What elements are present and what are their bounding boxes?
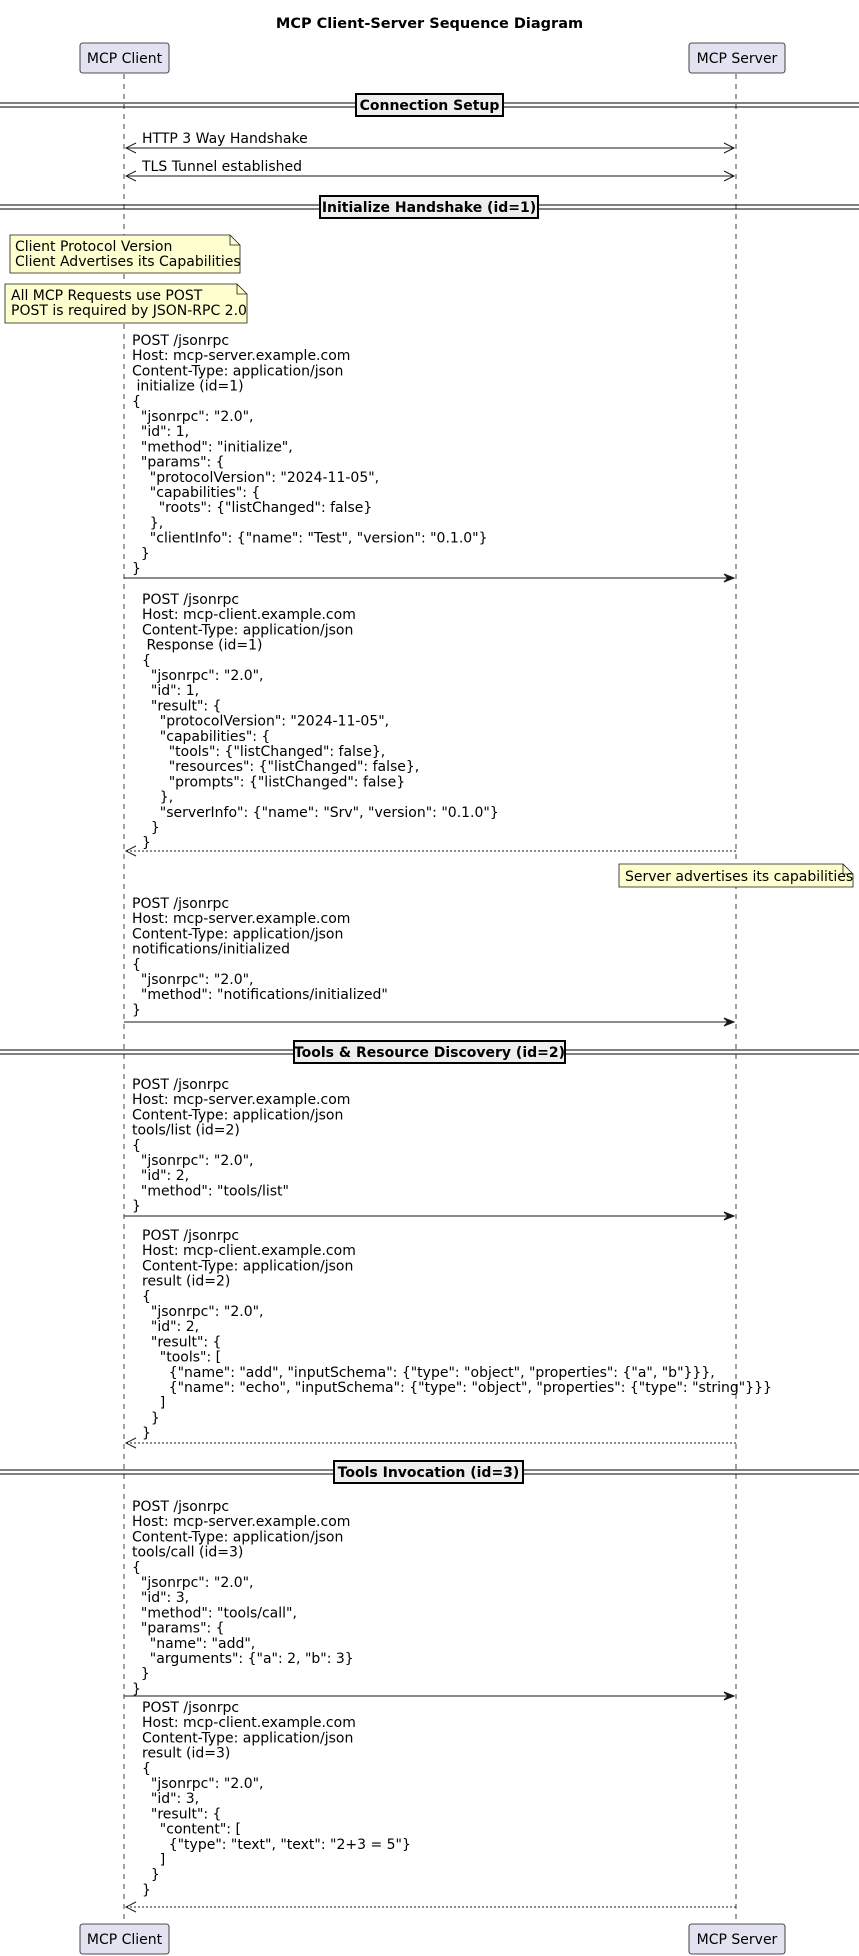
divider-label: Connection Setup [359, 98, 500, 114]
text-line: } [132, 561, 141, 577]
text-line: "name": "add", [132, 1635, 256, 1652]
text-line: POST /jsonrpc [142, 592, 240, 608]
text-line: } [142, 1882, 151, 1899]
text-line: "method": "initialize", [132, 439, 293, 456]
divider-invocation [0, 1461, 859, 1483]
text-line: Content-Type: application/json [142, 622, 354, 639]
text-line: ] [142, 1395, 166, 1412]
arrow-init-response [126, 846, 736, 856]
text-line: "result": { [142, 1334, 222, 1351]
text-line: Client Advertises its Capabilities [15, 254, 241, 271]
text-line: POST /jsonrpc [132, 1077, 230, 1093]
text-line: HTTP 3 Way Handshake [142, 131, 308, 147]
text-line: "params": { [132, 1620, 225, 1637]
message-handshake-label [142, 131, 308, 147]
text-line: }, [132, 515, 164, 532]
text-line: Content-Type: application/json [132, 363, 344, 380]
text-line: "jsonrpc": "2.0", [132, 1575, 254, 1591]
text-line: "method": "tools/call", [132, 1605, 297, 1622]
text-line: { [142, 1288, 151, 1305]
text-line: Server advertises its capabilities [625, 869, 854, 885]
arrow-call-request [124, 1692, 734, 1700]
text-line: "prompts": {"listChanged": false} [142, 774, 406, 791]
text-line: "protocolVersion": "2024-11-05", [132, 469, 380, 486]
text-line: Content-Type: application/json [132, 926, 344, 943]
message-init-response-label [142, 592, 499, 851]
text-line: Host: mcp-server.example.com [132, 1092, 351, 1109]
text-line: Host: mcp-server.example.com [132, 348, 351, 365]
text-line: } [142, 1425, 151, 1442]
note-post [5, 284, 247, 323]
text-line: } [142, 820, 160, 836]
text-line: } [132, 545, 150, 562]
text-line: "id": 2, [142, 1319, 200, 1336]
participant-server-label: MCP Server [696, 1932, 778, 1948]
text-line: POST /jsonrpc [132, 333, 230, 349]
text-line: tools/list (id=2) [132, 1122, 240, 1139]
divider-label: Initialize Handshake (id=1) [321, 200, 537, 216]
participant-server-bottom [689, 1924, 785, 1954]
text-line: "params": { [132, 454, 225, 471]
message-notif-request-label [132, 896, 388, 1018]
text-line: {"type": "text", "text": "2+3 = 5"} [142, 1836, 411, 1853]
note-protocol [10, 235, 241, 273]
text-line: "arguments": {"a": 2, "b": 3} [132, 1651, 354, 1667]
text-line: "result": { [142, 698, 222, 715]
text-line: Host: mcp-client.example.com [142, 1243, 356, 1260]
text-line: { [132, 1137, 141, 1154]
text-line: { [142, 652, 151, 669]
text-line: POST /jsonrpc [132, 896, 230, 912]
text-line: "clientInfo": {"name": "Test", "version": "0.1.0"} [132, 530, 488, 547]
message-call-response-label [142, 1700, 411, 1898]
text-line: "id": 1, [132, 424, 190, 441]
text-line: "id": 2, [132, 1168, 190, 1185]
text-line: Content-Type: application/json [132, 1107, 344, 1124]
text-line: "jsonrpc": "2.0", [142, 668, 264, 684]
text-line: "tools": {"listChanged": false}, [142, 744, 386, 760]
message-tls-label [141, 159, 302, 175]
text-line: } [132, 1666, 150, 1683]
text-line: Content-Type: application/json [142, 1258, 354, 1275]
message-list-response-label [142, 1228, 772, 1442]
text-line: Content-Type: application/json [132, 1529, 344, 1546]
text-line: { [142, 1760, 151, 1777]
message-call-request-label [132, 1499, 354, 1697]
note-server-caps [619, 864, 853, 887]
text-line: "id": 3, [142, 1791, 200, 1808]
text-line: POST /jsonrpc [132, 1499, 230, 1515]
text-line: "serverInfo": {"name": "Srv", "version": "0.1.0"} [142, 804, 499, 821]
text-line: POST /jsonrpc [142, 1700, 240, 1716]
text-line: ] [142, 1852, 166, 1868]
text-line: } [132, 1198, 141, 1215]
text-line: result (id=2) [142, 1273, 231, 1290]
arrow-list-response [126, 1438, 736, 1448]
text-line: TLS Tunnel established [142, 159, 302, 175]
text-line: Client Protocol Version [15, 239, 173, 255]
text-line: } [132, 1002, 141, 1019]
text-line: "tools": [ [142, 1349, 222, 1366]
participant-client-bottom [80, 1924, 169, 1954]
text-line: { [132, 956, 141, 973]
text-line: notifications/initialized [132, 941, 290, 958]
diagram-title: MCP Client-Server Sequence Diagram [275, 16, 584, 32]
arrow-call-response [126, 1902, 736, 1912]
divider-label: Tools & Resource Discovery (id=2) [293, 1045, 566, 1061]
text-line: "jsonrpc": "2.0", [142, 1304, 264, 1320]
arrow-list-request [124, 1212, 734, 1220]
text-line: tools/call (id=3) [132, 1544, 244, 1561]
text-line: "content": [ [142, 1821, 241, 1838]
participant-client-top [80, 43, 169, 73]
text-line: { [132, 1559, 141, 1576]
text-line: POST /jsonrpc [142, 1228, 240, 1244]
text-line: "protocolVersion": "2024-11-05", [142, 713, 390, 730]
text-line: "capabilities": { [142, 728, 271, 745]
text-line: } [142, 1867, 160, 1884]
participant-client-label: MCP Client [86, 51, 163, 67]
text-line: Host: mcp-client.example.com [142, 1715, 356, 1732]
arrow-init-request [124, 574, 734, 582]
text-line: Host: mcp-client.example.com [142, 607, 356, 624]
text-line: "resources": {"listChanged": false}, [142, 759, 420, 776]
text-line: "capabilities": { [132, 485, 261, 501]
divider-label: Tools Invocation (id=3) [337, 1465, 520, 1481]
text-line: "jsonrpc": "2.0", [142, 1776, 264, 1792]
text-line: } [142, 835, 151, 852]
text-line: "jsonrpc": "2.0", [132, 972, 254, 988]
text-line: initialize (id=1) [132, 378, 244, 395]
text-line: "id": 1, [142, 683, 200, 700]
text-line: {"name": "echo", "inputSchema": {"type": "object", "properties": {"type": "string"}}} [142, 1380, 772, 1396]
text-line: POST is required by JSON-RPC 2.0 [11, 303, 247, 320]
text-line: Host: mcp-server.example.com [132, 911, 351, 928]
text-line: Host: mcp-server.example.com [132, 1514, 351, 1531]
text-line: { [132, 393, 141, 410]
participant-server-top [689, 43, 785, 73]
text-line: {"name": "add", "inputSchema": {"type": "object", "properties": {"a", "b"}}}, [142, 1364, 715, 1381]
note-text [625, 869, 853, 885]
message-list-request-label [132, 1077, 350, 1215]
text-line: All MCP Requests use POST [11, 288, 203, 304]
divider-initialize [0, 196, 859, 218]
divider-connection-setup [0, 94, 859, 116]
text-line: Content-Type: application/json [142, 1730, 354, 1747]
text-line: } [132, 1681, 141, 1698]
divider-discovery [0, 1041, 859, 1063]
text-line: "id": 3, [132, 1590, 190, 1607]
text-line: "method": "notifications/initialized" [132, 987, 388, 1004]
text-line: }, [142, 789, 174, 806]
text-line: "result": { [142, 1806, 222, 1823]
text-line: "roots": {"listChanged": false} [132, 500, 373, 517]
text-line: } [142, 1410, 160, 1427]
text-line: "jsonrpc": "2.0", [132, 409, 254, 425]
text-line: Response (id=1) [142, 637, 263, 654]
message-init-request-label [132, 333, 488, 577]
participant-server-label: MCP Server [696, 51, 778, 67]
text-line: "jsonrpc": "2.0", [132, 1153, 254, 1169]
participant-client-label: MCP Client [86, 1932, 163, 1948]
arrow-notif-request [124, 1018, 734, 1026]
text-line: "method": "tools/list" [132, 1183, 289, 1200]
text-line: result (id=3) [142, 1745, 231, 1762]
